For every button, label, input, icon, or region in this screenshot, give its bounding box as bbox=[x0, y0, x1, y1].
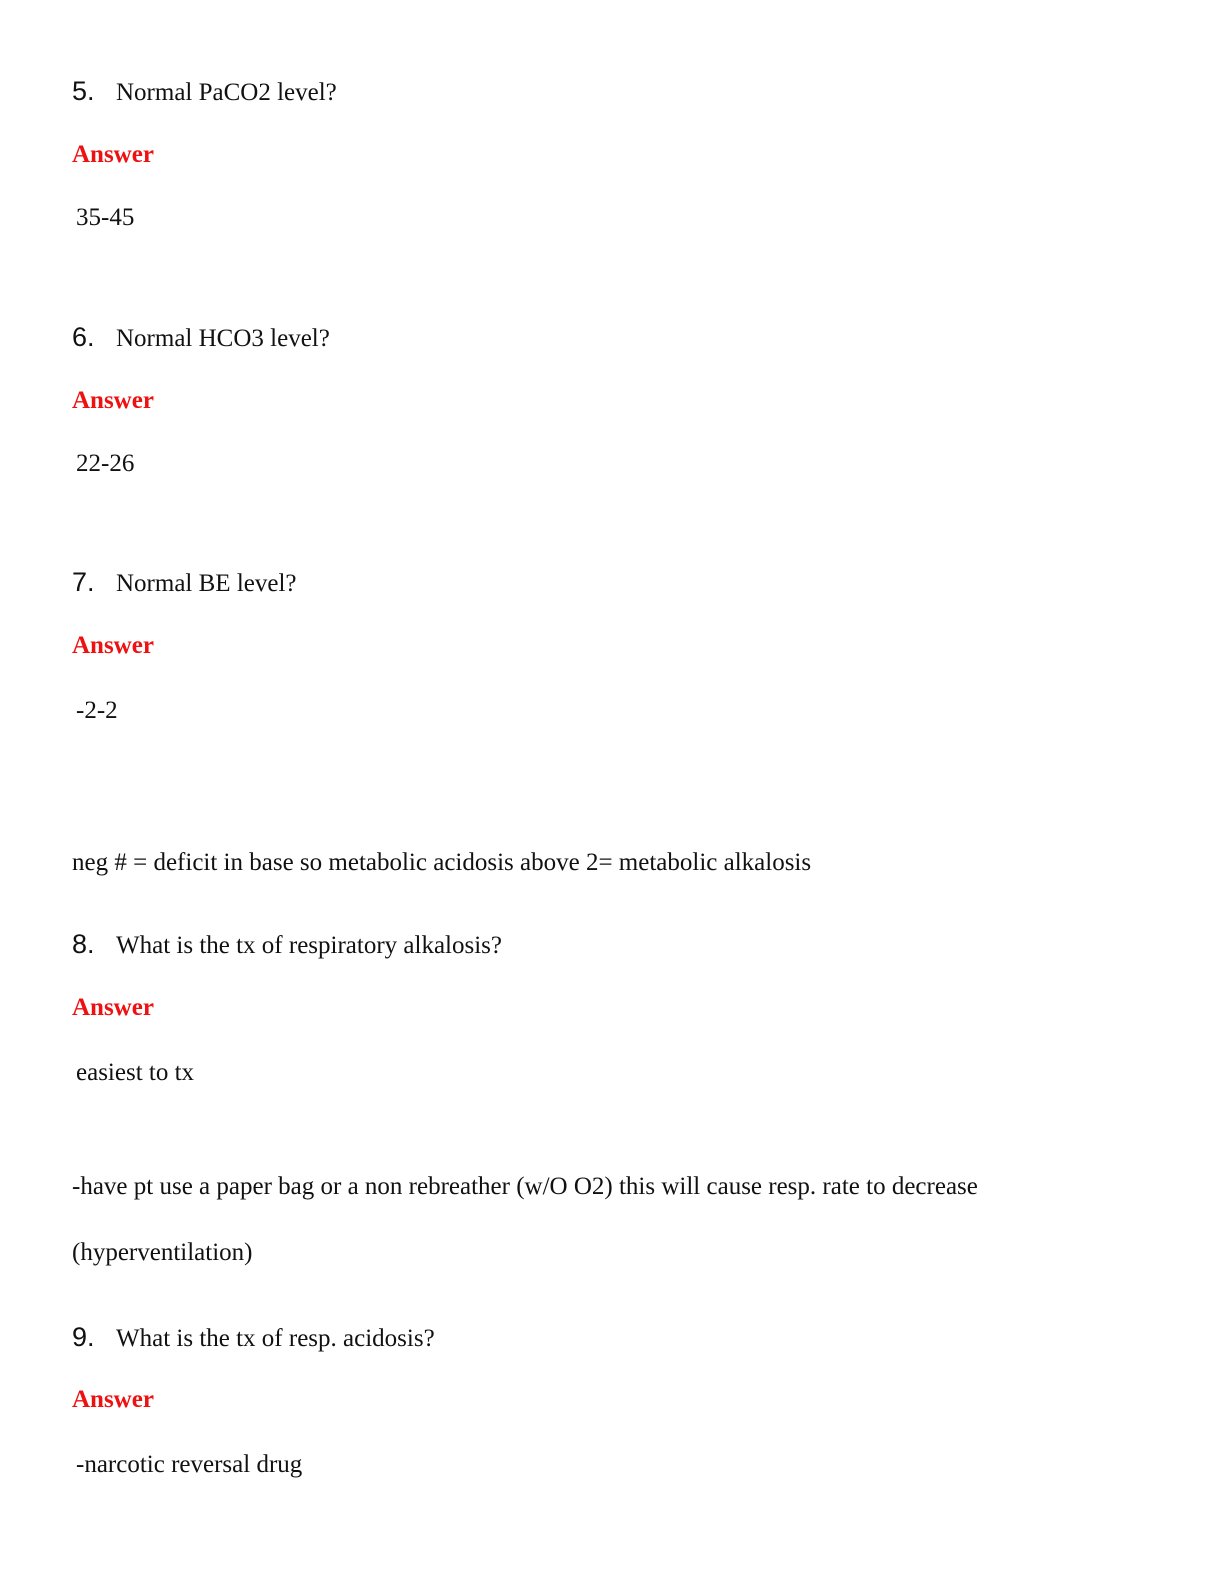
answer-label bbox=[72, 1385, 154, 1415]
question-number: 6. bbox=[72, 322, 95, 352]
answer-note: (hyperventilation) bbox=[72, 1239, 253, 1266]
answer-label-text: Answer bbox=[72, 632, 154, 659]
question-text: Normal BE level? bbox=[116, 570, 297, 597]
question-7 bbox=[72, 567, 297, 599]
answer-label-text: Answer bbox=[72, 994, 154, 1021]
answer-text: -2-2 bbox=[76, 697, 118, 724]
question-6 bbox=[72, 322, 330, 354]
question-8 bbox=[72, 929, 502, 961]
answer-note: -have pt use a paper bag or a non rebreather (w/O O2) this will cause resp. rate to decrease bbox=[72, 1173, 978, 1200]
question-text: Normal HCO3 level? bbox=[116, 325, 330, 352]
question-text: What is the tx of resp. acidosis? bbox=[116, 1325, 435, 1352]
question-number: 7. bbox=[72, 567, 95, 597]
answer-label bbox=[72, 631, 154, 661]
question-number: 8. bbox=[72, 929, 95, 959]
answer-text: 22-26 bbox=[76, 450, 135, 477]
answer-label-text: Answer bbox=[72, 141, 154, 168]
question-text: What is the tx of respiratory alkalosis? bbox=[116, 932, 502, 959]
answer-label bbox=[72, 993, 154, 1023]
question-9 bbox=[72, 1322, 435, 1354]
answer-label-text: Answer bbox=[72, 387, 154, 414]
question-text: Normal PaCO2 level? bbox=[116, 79, 337, 106]
answer-note: neg # = deficit in base so metabolic acidosis above 2= metabolic alkalosis bbox=[72, 849, 812, 876]
question-number: 5. bbox=[72, 76, 95, 106]
answer-label bbox=[72, 386, 154, 416]
answer-label bbox=[72, 140, 154, 170]
answer-text: 35-45 bbox=[76, 204, 135, 231]
answer-text: easiest to tx bbox=[76, 1059, 195, 1086]
answer-text: -narcotic reversal drug bbox=[76, 1451, 303, 1478]
answer-label-text: Answer bbox=[72, 1386, 154, 1413]
question-5 bbox=[72, 76, 337, 108]
question-number: 9. bbox=[72, 1322, 95, 1352]
